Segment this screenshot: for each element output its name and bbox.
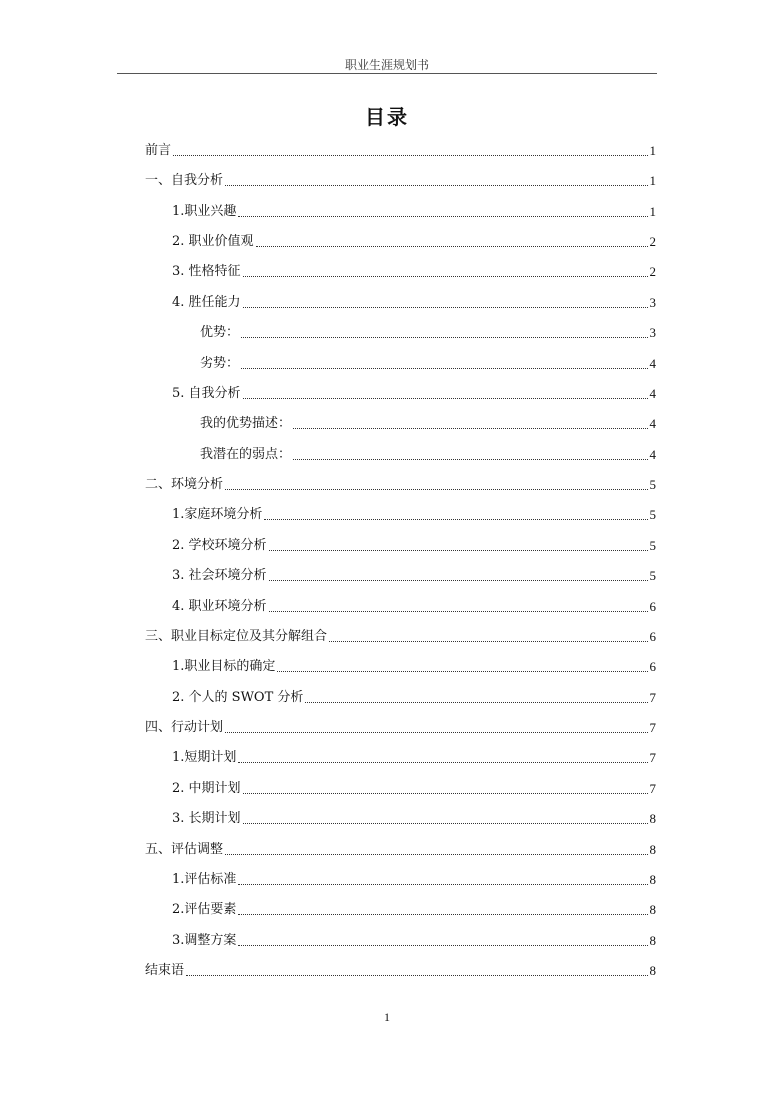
toc-dot-leader bbox=[238, 761, 647, 763]
toc-entry-page: 4 bbox=[649, 447, 656, 462]
toc-dot-leader bbox=[293, 458, 647, 460]
toc-entry-page: 7 bbox=[649, 781, 656, 796]
toc-entry-label: 结束语 bbox=[145, 963, 185, 978]
toc-dot-leader bbox=[238, 883, 647, 885]
toc-dot-leader bbox=[243, 822, 648, 824]
toc-entry-label: 2.评估要素 bbox=[172, 902, 237, 917]
toc-entry-label: 1.职业兴趣 bbox=[172, 204, 237, 219]
toc-dot-leader bbox=[277, 670, 647, 672]
toc-entry-page: 5 bbox=[649, 568, 656, 583]
toc-entry-label: 我潜在的弱点： bbox=[200, 447, 292, 462]
toc-entry-page: 8 bbox=[649, 872, 656, 887]
toc-entry-label: 一、自我分析 bbox=[145, 173, 224, 188]
toc-entry-label: 1.家庭环境分析 bbox=[172, 507, 263, 522]
toc-entry-label: 五、评估调整 bbox=[145, 842, 224, 857]
toc-dot-leader bbox=[305, 701, 647, 703]
toc-entry-page: 5 bbox=[649, 477, 656, 492]
toc-entry[interactable] bbox=[172, 293, 656, 313]
toc-entry-page: 5 bbox=[649, 538, 656, 553]
toc-dot-leader bbox=[243, 792, 648, 794]
toc-entry-page: 6 bbox=[649, 599, 656, 614]
toc-entry[interactable] bbox=[172, 597, 656, 617]
toc-dot-leader bbox=[238, 913, 647, 915]
toc-entry-label: 4. 职业环境分析 bbox=[172, 599, 267, 614]
toc-entry-page: 1 bbox=[649, 143, 656, 158]
toc-dot-leader bbox=[238, 215, 647, 217]
page-header: 职业生涯规划书 bbox=[344, 58, 429, 72]
toc-entry-page: 7 bbox=[649, 720, 656, 735]
toc-entry-page: 3 bbox=[649, 325, 656, 340]
toc-dot-leader bbox=[269, 549, 648, 551]
toc-entry-page: 7 bbox=[649, 690, 656, 705]
toc-entry-page: 4 bbox=[649, 416, 656, 431]
toc-entry[interactable] bbox=[145, 840, 656, 860]
toc-entry[interactable] bbox=[172, 931, 656, 951]
toc-entry-label: 2. 个人的 SWOT 分析 bbox=[172, 690, 304, 705]
toc-entry[interactable] bbox=[145, 475, 656, 495]
toc-entry[interactable] bbox=[200, 414, 656, 434]
toc-entry[interactable] bbox=[172, 202, 656, 222]
toc-dot-leader bbox=[329, 640, 647, 642]
toc-entry[interactable] bbox=[145, 627, 656, 647]
toc-entry[interactable] bbox=[172, 505, 656, 525]
toc-dot-leader bbox=[186, 974, 647, 976]
toc-entry-label: 二、环境分析 bbox=[145, 477, 224, 492]
toc-entry[interactable] bbox=[172, 232, 656, 252]
toc-dot-leader bbox=[225, 184, 647, 186]
toc-entry-label: 三、职业目标定位及其分解组合 bbox=[145, 629, 328, 644]
toc-dot-leader bbox=[293, 427, 647, 429]
toc-dot-leader bbox=[269, 610, 648, 612]
toc-dot-leader bbox=[269, 579, 648, 581]
toc-entry-label: 3. 长期计划 bbox=[172, 811, 241, 826]
toc-dot-leader bbox=[243, 306, 648, 308]
toc-entry[interactable] bbox=[172, 384, 656, 404]
toc-entry-page: 2 bbox=[649, 234, 656, 249]
toc-entry-label: 5. 自我分析 bbox=[172, 386, 241, 401]
toc-entry[interactable] bbox=[172, 779, 656, 799]
toc-entry[interactable] bbox=[200, 445, 656, 465]
toc-entry-label: 4. 胜任能力 bbox=[172, 295, 241, 310]
toc-dot-leader bbox=[225, 853, 647, 855]
toc-entry-page: 8 bbox=[649, 842, 656, 857]
toc-entry-page: 6 bbox=[649, 659, 656, 674]
toc-entry[interactable] bbox=[145, 961, 656, 981]
toc-entry[interactable] bbox=[172, 870, 656, 890]
toc-entry-label: 1.职业目标的确定 bbox=[172, 659, 276, 674]
toc-dot-leader bbox=[241, 336, 647, 338]
toc-entry[interactable] bbox=[172, 688, 656, 708]
toc-entry-label: 3.调整方案 bbox=[172, 933, 237, 948]
toc-entry[interactable] bbox=[172, 566, 656, 586]
toc-entry-page: 1 bbox=[649, 173, 656, 188]
toc-dot-leader bbox=[241, 367, 647, 369]
toc-entry[interactable] bbox=[172, 748, 656, 768]
toc-entry-page: 7 bbox=[649, 750, 656, 765]
toc-dot-leader bbox=[238, 944, 647, 946]
toc-entry-label: 我的优势描述： bbox=[200, 416, 292, 431]
toc-entry-page: 2 bbox=[649, 264, 656, 279]
toc-dot-leader bbox=[243, 275, 648, 277]
toc-entry-label: 1.短期计划 bbox=[172, 750, 237, 765]
toc-dot-leader bbox=[173, 154, 647, 156]
toc-entry-page: 4 bbox=[649, 386, 656, 401]
toc-entry[interactable] bbox=[145, 171, 656, 191]
toc-entry[interactable] bbox=[172, 809, 656, 829]
toc-entry[interactable] bbox=[172, 900, 656, 920]
toc-entry-label: 2. 职业价值观 bbox=[172, 234, 254, 249]
toc-entry[interactable] bbox=[200, 323, 656, 343]
toc-entry[interactable] bbox=[145, 141, 656, 161]
toc-entry-label: 3. 社会环境分析 bbox=[172, 568, 267, 583]
toc-dot-leader bbox=[256, 245, 648, 247]
toc-entry-page: 8 bbox=[649, 811, 656, 826]
toc-entry-page: 3 bbox=[649, 295, 656, 310]
toc-entry-label: 1.评估标准 bbox=[172, 872, 237, 887]
header-rule bbox=[117, 73, 657, 74]
toc-dot-leader bbox=[243, 397, 648, 399]
toc-entry-page: 5 bbox=[649, 507, 656, 522]
toc-title: 目录 bbox=[365, 105, 409, 129]
toc-entry[interactable] bbox=[172, 536, 656, 556]
toc-entry-page: 8 bbox=[649, 963, 656, 978]
toc-entry-page: 1 bbox=[649, 204, 656, 219]
toc-entry-label: 3. 性格特征 bbox=[172, 264, 241, 279]
toc-dot-leader bbox=[225, 488, 647, 490]
toc-entry-label: 劣势： bbox=[200, 356, 240, 371]
toc-entry[interactable] bbox=[172, 657, 656, 677]
toc-entry-label: 2. 学校环境分析 bbox=[172, 538, 267, 553]
toc-entry-label: 前言 bbox=[145, 143, 172, 158]
toc-entry-label: 优势： bbox=[200, 325, 240, 340]
page-number: 1 bbox=[384, 1010, 390, 1024]
toc-dot-leader bbox=[225, 731, 647, 733]
toc-entry-page: 4 bbox=[649, 356, 656, 371]
toc-entry[interactable] bbox=[200, 354, 656, 374]
toc-entry-page: 8 bbox=[649, 933, 656, 948]
toc-dot-leader bbox=[264, 518, 647, 520]
toc-entry-label: 四、行动计划 bbox=[145, 720, 224, 735]
toc-entry-label: 2. 中期计划 bbox=[172, 781, 241, 796]
toc-entry-page: 8 bbox=[649, 902, 656, 917]
toc-entry-page: 6 bbox=[649, 629, 656, 644]
toc-entry[interactable] bbox=[145, 718, 656, 738]
toc-entry[interactable] bbox=[172, 262, 656, 282]
